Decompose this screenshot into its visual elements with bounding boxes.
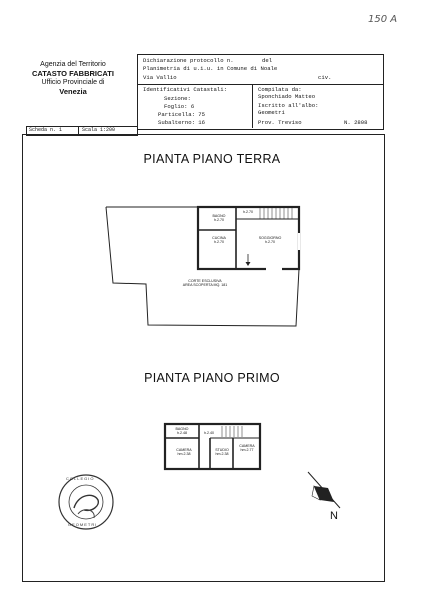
first-studio-label: STUDIO hm.2.38 xyxy=(215,448,229,456)
first-camera1-label: CAMERA hm.2.38 xyxy=(176,448,192,456)
albo-value: Geometri xyxy=(258,109,285,116)
ground-soggiorno-label: SOGGIORNO h.2.70 xyxy=(258,236,282,244)
planimetria-label: Planimetria di u.i.u. in Comune di Noale xyxy=(143,65,278,72)
agency-city: Venezia xyxy=(59,87,87,96)
compilata-label: Compilata da: xyxy=(258,86,302,93)
subalterno-label: Subalterno: 16 xyxy=(158,119,205,126)
ground-floor-title: PIANTA PIANO TERRA xyxy=(143,152,281,166)
first-bagno-label: BAGNO h.2.48 xyxy=(175,427,189,435)
agency-catasto: CATASTO FABBRICATI xyxy=(32,69,114,78)
civ-label: civ. xyxy=(318,74,332,81)
provincia-label: Prov. Treviso xyxy=(258,119,302,126)
first-camera2-label: CAMERA hm.2.77 xyxy=(239,444,255,452)
corner-note: 150 A xyxy=(368,14,398,25)
stamp-text-top: COLLEGIO xyxy=(66,476,95,481)
agency-office: Ufficio Provinciale di xyxy=(41,79,105,86)
del-label: del xyxy=(262,57,273,64)
dichiarazione-label: Dichiarazione protocollo n. xyxy=(143,57,234,64)
foglio-label: Foglio: 6 xyxy=(164,103,195,110)
first-h-mid-label: h.2.40 xyxy=(204,431,214,435)
courtyard-label: CORTE ESCLUSIVA AREA SCOPERTA MQ. 181 xyxy=(182,279,228,287)
scheda-label: Scheda n. 1 xyxy=(29,127,63,133)
scala-label: Scala 1:200 xyxy=(82,127,116,133)
compilatore-name: Sponchiado Matteo xyxy=(258,93,316,100)
north-label: N xyxy=(330,510,338,522)
ground-h-small-label: h.2.70 xyxy=(243,210,253,214)
via-label: Via Vallio xyxy=(143,74,177,81)
particella-label: Particella: 75 xyxy=(158,111,205,118)
iscritto-label: Iscritto all'albo: xyxy=(258,102,319,109)
ground-cucina-label: CUCINA h.2.70 xyxy=(212,236,226,244)
albo-number: N. 2808 xyxy=(344,119,368,126)
sezione-label: Sezione: xyxy=(164,95,191,102)
first-stair-treads xyxy=(222,426,242,437)
north-arrow-icon xyxy=(300,466,350,526)
stamp-text-bottom: GEOMETRI xyxy=(68,522,98,527)
agency-name: Agenzia del Territorio xyxy=(40,61,106,68)
ground-bagno-label: BAGNO h.2.70 xyxy=(212,214,226,222)
identificativi-label: Identificativi Catastali: xyxy=(143,86,227,93)
first-floor-title: PIANTA PIANO PRIMO xyxy=(144,371,280,385)
